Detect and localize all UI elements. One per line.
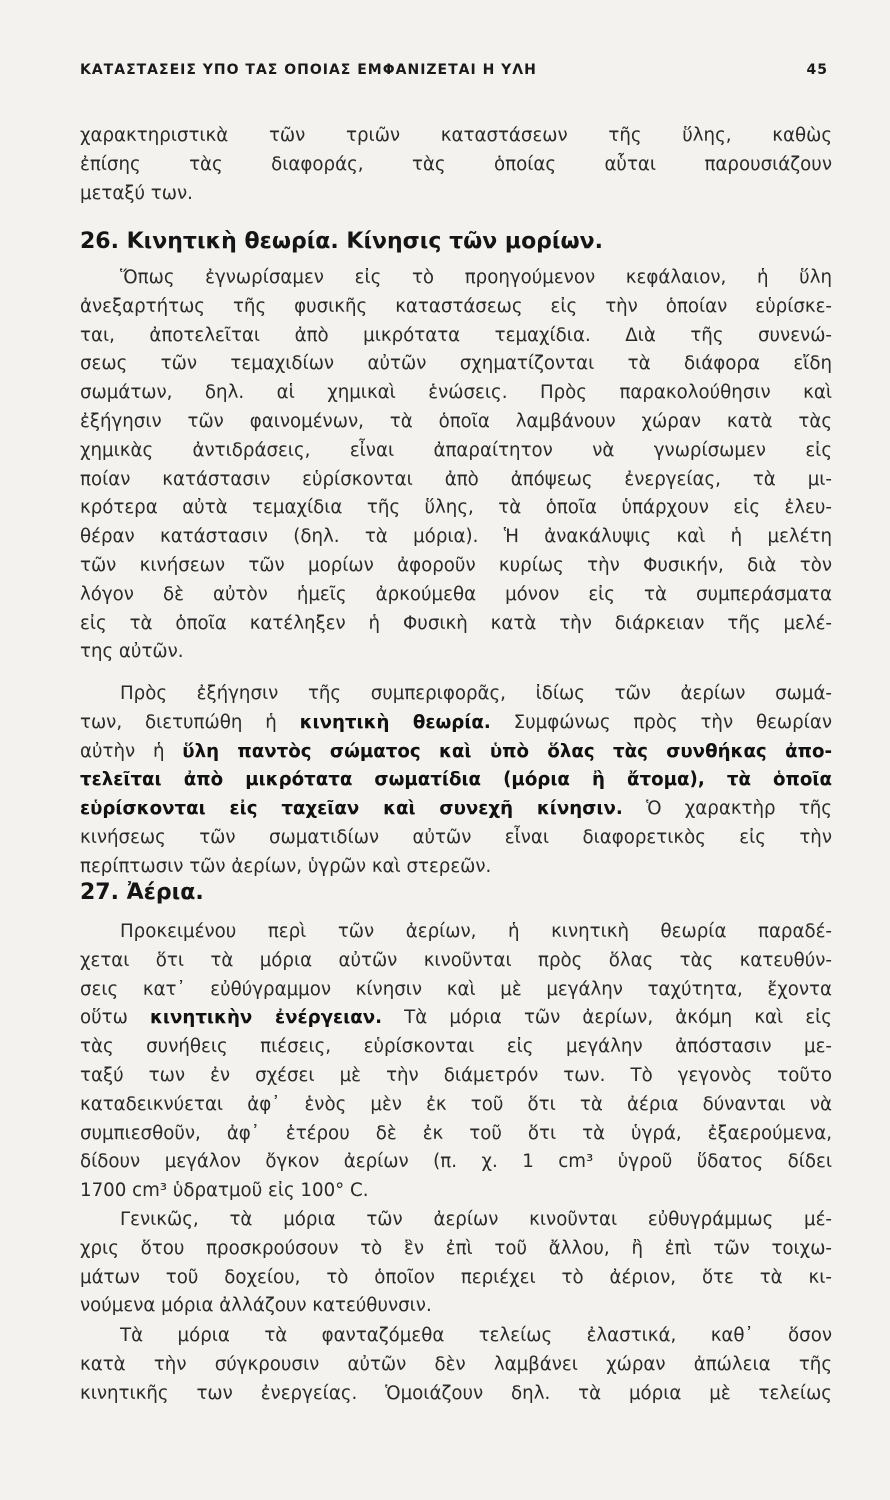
text-line: σωμάτων, δηλ. αἱ χημικαὶ ἑνώσεις. Πρὸς παρακολούθησιν καὶ — [80, 382, 832, 404]
text-line — [80, 795, 832, 824]
bold-term: κινητικὴ θεωρία. — [299, 711, 491, 733]
bold-term: τελεῖται ἀπὸ μικρότατα σωματίδια (μόρια ἢ ἄτομα), τὰ ὁποῖα — [80, 769, 832, 791]
text-line: της αὐτῶν. — [80, 641, 184, 663]
text-line: τὰς συνήθεις πιέσεις, εὑρίσκονται εἰς μεγάλην ἀπόστασιν με- — [80, 1036, 832, 1058]
text-line: μεταξύ των. — [80, 182, 193, 204]
text-line — [80, 709, 832, 738]
text-line: σεως τῶν τεμαχιδίων αὐτῶν σχηματίζονται τὰ διάφορα εἴδη — [80, 353, 832, 375]
text-line: χημικὰς ἀντιδράσεις, εἶναι ἀπαραίτητον νὰ γνωρίσωμεν εἰς — [80, 439, 832, 461]
page-number: 45 — [806, 62, 828, 78]
text-line: Γενικῶς, τὰ μόρια τῶν ἀερίων κινοῦνται εὐθυγράμμως μέ- — [120, 1209, 832, 1230]
text-run: αὐτὴν ἡ — [80, 740, 183, 762]
text-line: χρις ὅτου προσκρούσουν τὸ ἓν ἐπὶ τοῦ ἄλλου, ἢ ἐπὶ τῶν τοιχω- — [80, 1237, 832, 1259]
text-line: Τὰ μόρια τὰ φανταζόμεθα τελείως ἐλαστικά, καθ᾽ ὅσον — [120, 1325, 832, 1346]
text-run: Ὁ χαρακτὴρ τῆς — [622, 798, 832, 820]
section-27-paragraph-1 — [80, 918, 832, 1206]
section-26-paragraph-2 — [80, 680, 832, 882]
text-line — [80, 766, 832, 795]
text-line: νούμενα μόρια ἀλλάζουν κατεύθυνσιν. — [80, 1295, 432, 1317]
text-run: Συμφώνως πρὸς τὴν θεωρίαν — [490, 711, 832, 733]
section-27-paragraph-3 — [80, 1322, 832, 1408]
text-line: εἰς τὰ ὁποῖα κατέληξεν ἡ Φυσικὴ κατὰ τὴν διάρκειαν τῆς μελέ- — [80, 612, 832, 634]
section-26-heading: 26. Κινητικὴ θεωρία. Κίνησις τῶν μορίων. — [80, 229, 603, 254]
text-line: ταξύ των ἐν σχέσει μὲ τὴν διάμετρόν των. Τὸ γεγονὸς τοῦτο — [80, 1064, 832, 1086]
text-line: τῶν κινήσεων τῶν μορίων ἀφοροῦν κυρίως τὴν Φυσικήν, διὰ τὸν — [80, 554, 832, 576]
text-line: Ὅπως ἐγνωρίσαμεν εἰς τὸ προηγούμενον κεφάλαιον, ἡ ὕλη — [120, 267, 832, 288]
text-line: μάτων τοῦ δοχείου, τὸ ὁποῖον περιέχει τὸ ἀέριον, ὅτε τὰ κι- — [80, 1266, 832, 1288]
section-27-heading: 27. Ἀέρια. — [80, 880, 204, 905]
text-line: ἀνεξαρτήτως τῆς φυσικῆς καταστάσεως εἰς τὴν ὁποίαν εὑρίσκε- — [80, 295, 832, 317]
text-run: των, διετυπώθη ἡ — [80, 711, 300, 733]
text-line: θέραν κατάστασιν (δηλ. τὰ μόρια). Ἡ ἀνακάλυψις καὶ ἡ μελέτη — [80, 526, 832, 548]
text-line: καταδεικνύεται ἀφ᾽ ἑνὸς μὲν ἐκ τοῦ ὅτι τὰ ἀέρια δύνανται νὰ — [80, 1093, 832, 1115]
text-line — [80, 738, 832, 767]
intro-paragraph — [80, 122, 832, 208]
text-line: Προκειμένου περὶ τῶν ἀερίων, ἡ κινητικὴ θεωρία παραδέ- — [120, 921, 832, 942]
text-line: σεις κατ᾽ εὐθύγραμμον κίνησιν καὶ μὲ μεγάλην ταχύτητα, ἔχοντα — [80, 978, 832, 1000]
text-line: κατὰ τὴν σύγκρουσιν αὐτῶν δὲν λαμβάνει χώραν ἀπώλεια τῆς — [80, 1353, 832, 1375]
running-title: ΚΑΤΑΣΤΑΣΕΙΣ ΥΠΟ ΤΑΣ ΟΠΟΙΑΣ ΕΜΦΑΝΙΖΕΤΑΙ Η ΥΛΗ — [80, 62, 537, 78]
text-line — [80, 1004, 832, 1033]
text-run: οὕτω — [80, 1007, 150, 1029]
text-line: Πρὸς ἐξήγησιν τῆς συμπεριφορᾶς, ἰδίως τῶν ἀερίων σωμά- — [120, 683, 832, 704]
text-line: ἐπίσης τὰς διαφοράς, τὰς ὁποίας αὗται παρουσιάζουν — [80, 153, 832, 175]
section-27-paragraph-2 — [80, 1206, 832, 1321]
running-header — [80, 62, 828, 86]
text-line: ποίαν κατάστασιν εὑρίσκονται ἀπὸ ἀπόψεως ἐνεργείας, τὰ μι- — [80, 468, 832, 490]
text-line: κρότερα αὐτὰ τεμαχίδια τῆς ὕλης, τὰ ὁποῖα ὑπάρχουν εἰς ἐλευ- — [80, 497, 832, 519]
text-line: συμπιεσθοῦν, ἀφ᾽ ἑτέρου δὲ ἐκ τοῦ ὅτι τὰ ὑγρά, ἐξαερούμενα, — [80, 1122, 832, 1144]
text-line: χεται ὅτι τὰ μόρια αὐτῶν κινοῦνται πρὸς ὅλας τὰς κατευθύν- — [80, 949, 832, 971]
text-line: περίπτωσιν τῶν ἀερίων, ὑγρῶν καὶ στερεῶν. — [80, 855, 492, 877]
text-line: 1700 cm³ ὑδρατμοῦ εἰς 100° C. — [80, 1180, 369, 1202]
text-line: ἐξήγησιν τῶν φαινομένων, τὰ ὁποῖα λαμβάνουν χώραν κατὰ τὰς — [80, 410, 832, 432]
text-line: λόγον δὲ αὐτὸν ἡμεῖς ἀρκούμεθα μόνον εἰς τὰ συμπεράσματα — [80, 583, 832, 605]
text-line: δίδουν μεγάλον ὄγκον ἀερίων (π. χ. 1 cm³ ὑγροῦ ὕδατος δίδει — [80, 1151, 832, 1173]
bold-term: κινητικὴν ἐνέργειαν. — [149, 1007, 383, 1029]
text-line: χαρακτηριστικὰ τῶν τριῶν καταστάσεων τῆς ὕλης, καθὼς — [80, 125, 832, 146]
text-line: κινητικῆς των ἐνεργείας. Ὁμοιάζουν δηλ. τὰ μόρια μὲ τελείως — [80, 1382, 832, 1404]
text-run: Τὰ μόρια τῶν ἀερίων, ἀκόμη καὶ εἰς — [382, 1007, 832, 1029]
bold-term: εὑρίσκονται εἰς ταχεῖαν καὶ συνεχῆ κίνησιν. — [80, 798, 623, 820]
text-line: ται, ἀποτελεῖται ἀπὸ μικρότατα τεμαχίδια. Διὰ τῆς συνενώ- — [80, 324, 832, 346]
bold-term: ὕλη παντὸς σώματος καὶ ὑπὸ ὅλας τὰς συνθήκας ἀπο- — [182, 740, 832, 762]
section-26-paragraph-1 — [80, 264, 832, 667]
text-line: κινήσεως τῶν σωματιδίων αὐτῶν εἶναι διαφορετικὸς εἰς τὴν — [80, 826, 832, 848]
